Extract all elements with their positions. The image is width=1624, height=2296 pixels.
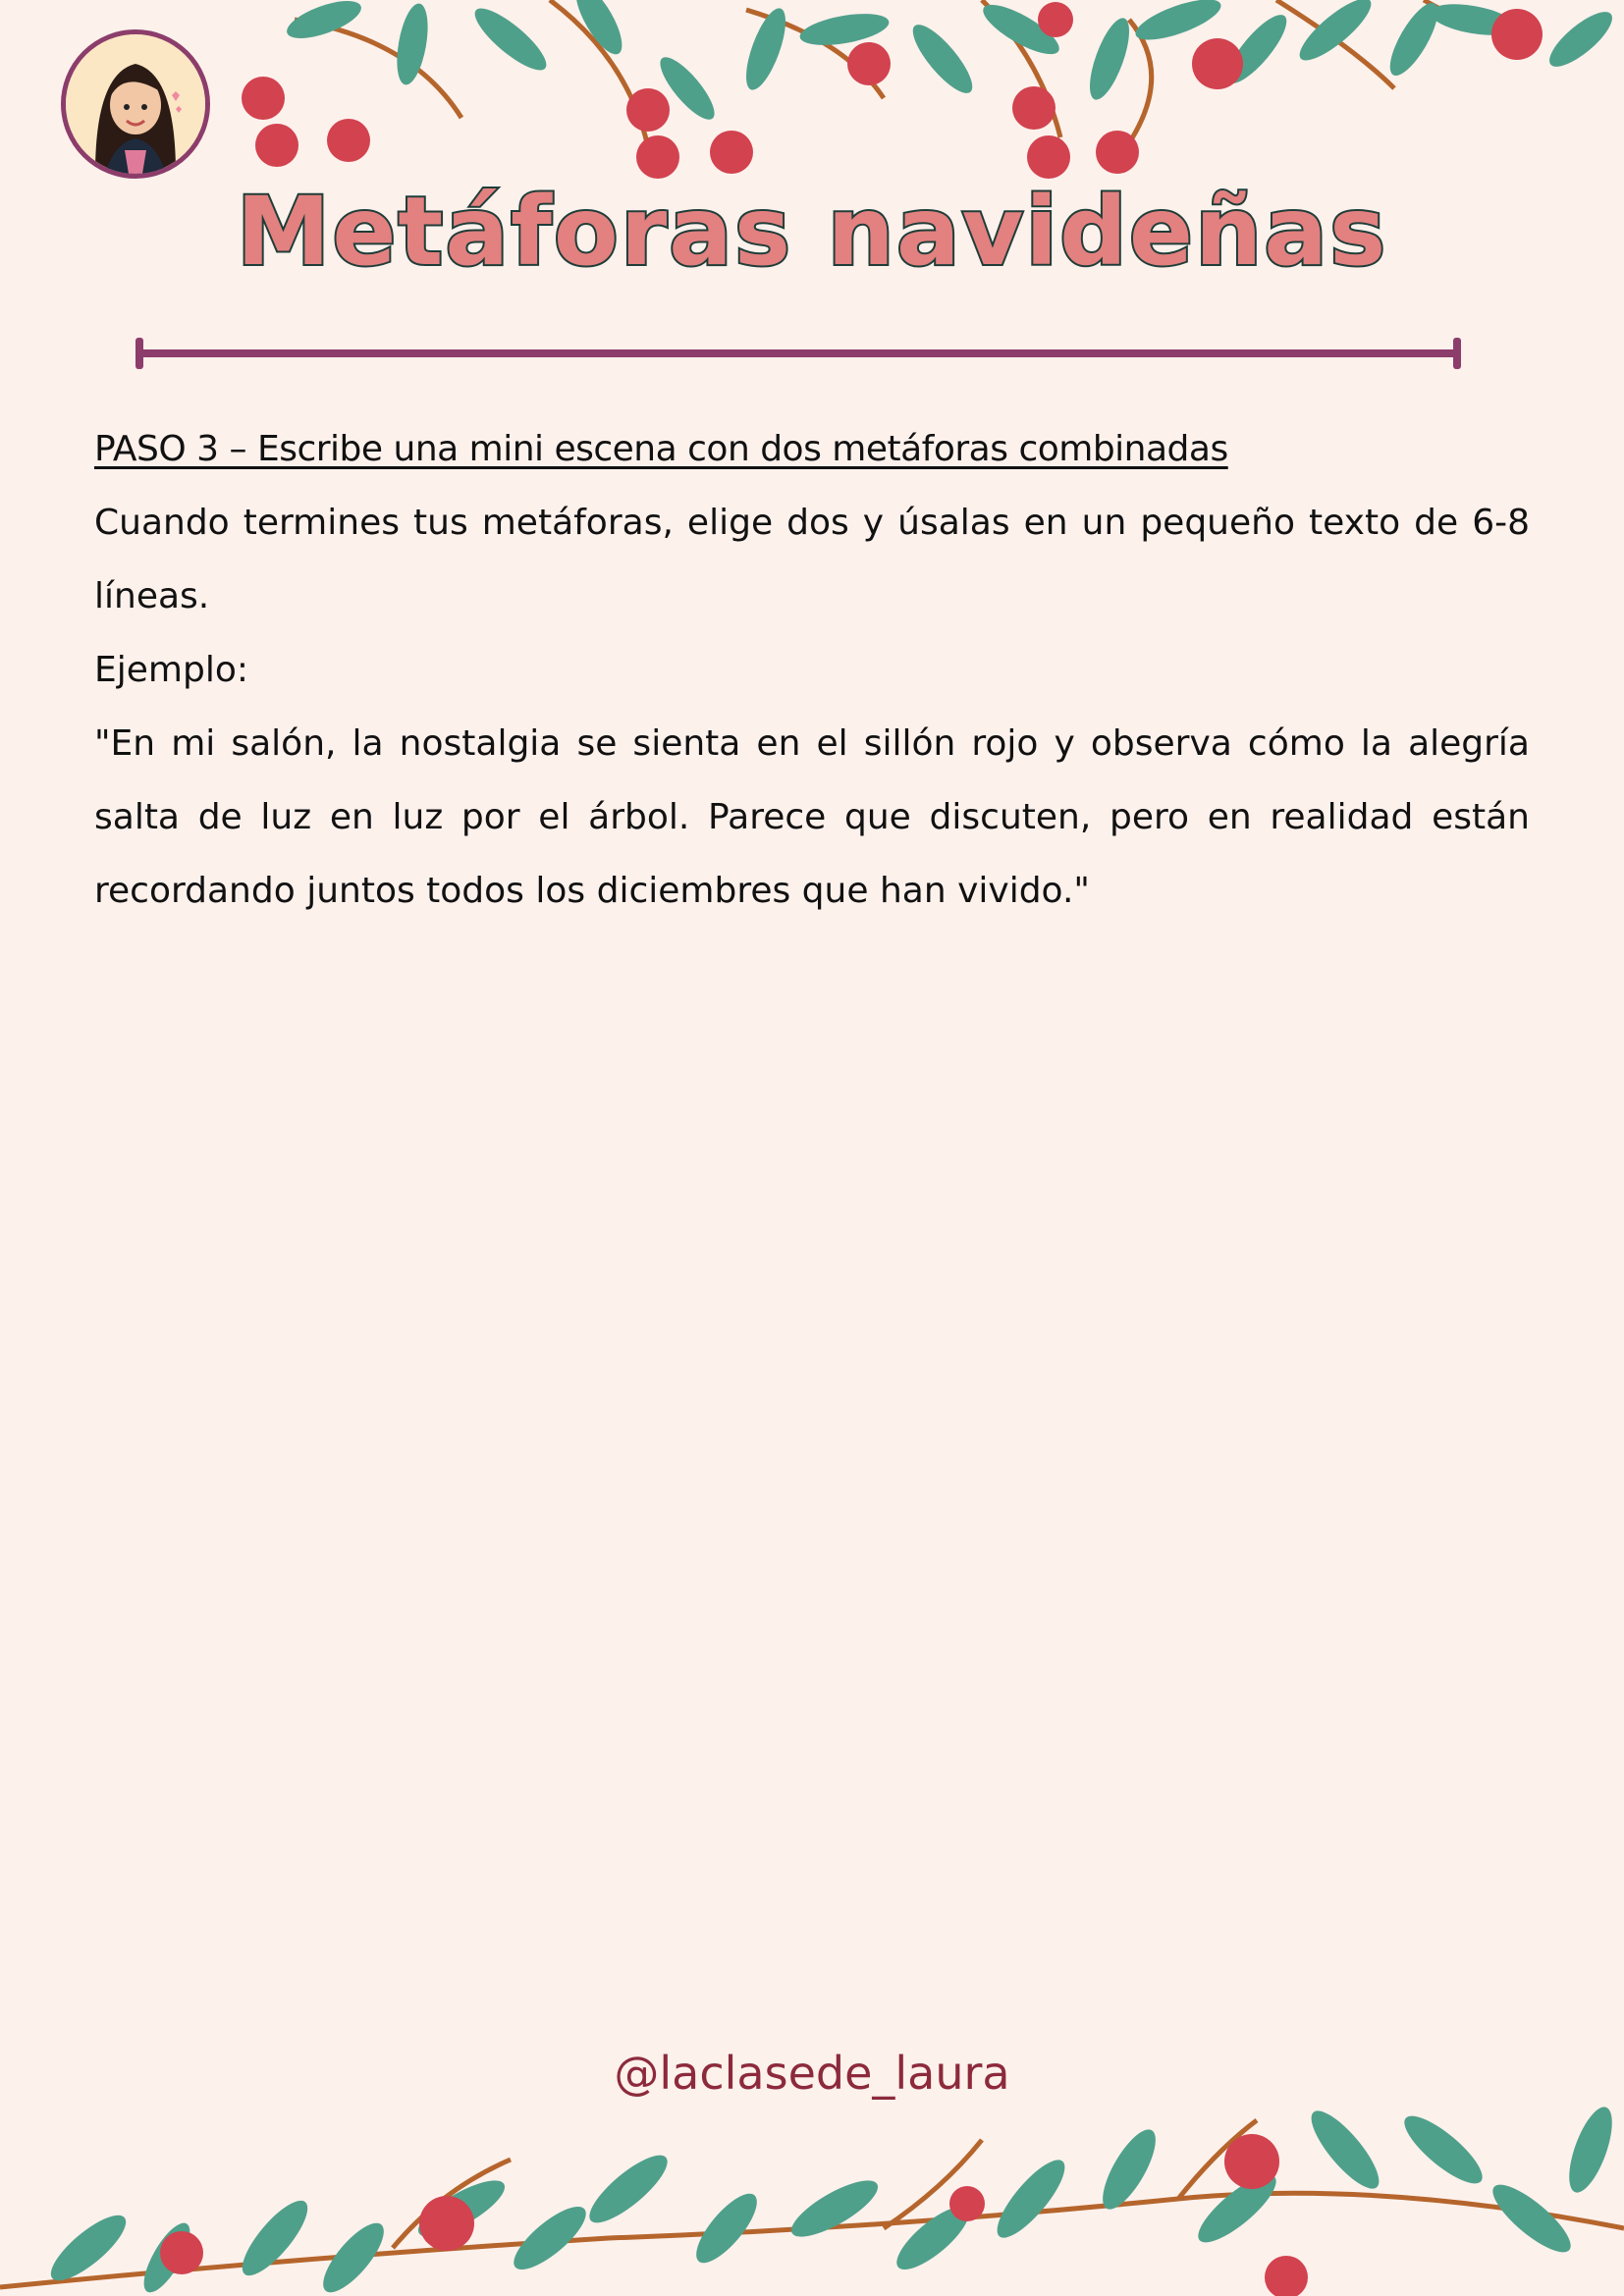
example-label: Ejemplo: xyxy=(94,650,248,690)
worksheet-content xyxy=(94,412,1530,928)
avatar-illustration xyxy=(66,34,205,174)
bottom-garland-decoration xyxy=(0,2091,1624,2296)
top-garland-decoration xyxy=(0,0,1624,196)
title-divider xyxy=(137,349,1461,357)
step-heading: PASO 3 – Escribe una mini escena con dos metáforas combinadas xyxy=(94,429,1228,469)
page-title: Metáforas navideñas xyxy=(236,177,1388,287)
divider-right-cap xyxy=(1453,338,1461,369)
example-text: "En mi salón, la nostalgia se sienta en el sillón rojo y observa cómo la alegría salta de luz en luz por el árbol. Parece que discuten, pero en realidad están recordando juntos todos los diciembres que han vivido." xyxy=(94,723,1530,911)
footer-handle: @laclasede_laura xyxy=(614,2047,1010,2100)
instruction-text: Cuando termines tus metáforas, elige dos y úsalas en un pequeño texto de 6-8 líneas. xyxy=(94,503,1530,616)
author-avatar xyxy=(61,29,210,179)
